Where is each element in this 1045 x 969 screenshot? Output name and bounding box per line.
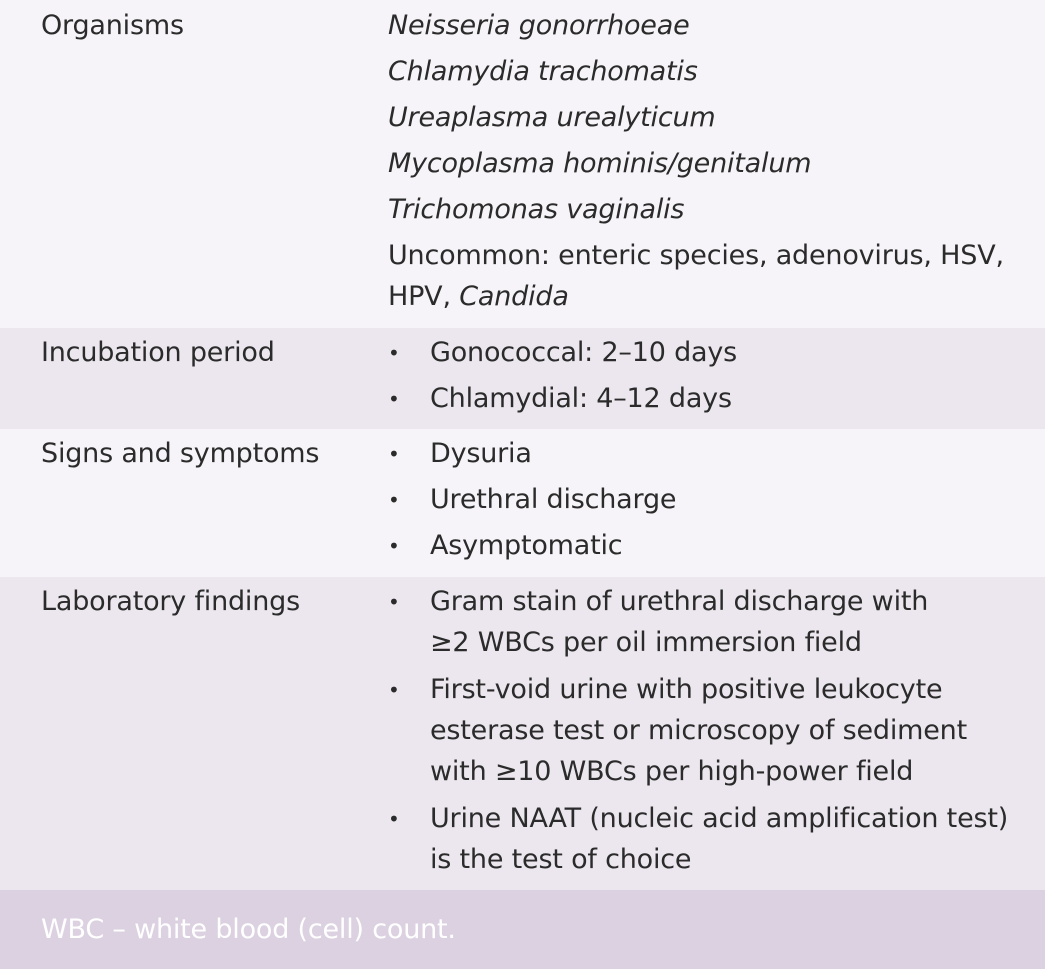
table-footnote-row <box>0 890 1045 969</box>
bullet-icon: • <box>388 341 400 365</box>
bullet-icon: • <box>388 488 400 512</box>
organism-item: Mycoplasma hominis/genitalum <box>388 148 812 179</box>
item-text: Gonococcal: 2–10 days <box>430 337 737 368</box>
item-text-line: Urine NAAT (nucleic acid amplification test) <box>430 803 1009 834</box>
row-label-lab: Laboratory findings <box>41 586 300 617</box>
organism-item: Neisseria gonorrhoeae <box>388 10 690 41</box>
item-text: Dysuria <box>430 438 532 469</box>
list-item <box>388 586 1018 674</box>
item-text-line: ≥2 WBCs per oil immersion field <box>430 627 862 658</box>
row-label-organisms: Organisms <box>41 10 184 41</box>
organisms-list <box>388 10 1018 313</box>
uncommon-candida: Candida <box>459 281 569 312</box>
list-item <box>388 337 1018 383</box>
organism-item: Trichomonas vaginalis <box>388 194 685 225</box>
row-label-signs: Signs and symptoms <box>41 438 320 469</box>
list-item <box>388 674 1018 803</box>
item-text-line: Gram stain of urethral discharge with <box>430 586 929 617</box>
lab-findings-row <box>0 577 1045 890</box>
signs-row <box>0 429 1045 577</box>
item-text-line: First-void urine with positive leukocyte <box>430 674 943 705</box>
bullet-icon: • <box>388 442 400 466</box>
list-item <box>388 438 1018 484</box>
row-label-incubation: Incubation period <box>41 337 275 368</box>
bullet-icon: • <box>388 807 400 831</box>
bullet-icon: • <box>388 534 400 558</box>
item-text-line: esterase test or microscopy of sediment <box>430 715 967 746</box>
organisms-row <box>0 0 1045 328</box>
list-item <box>388 530 1018 576</box>
incubation-list <box>388 337 1018 429</box>
uncommon-organisms-line1: Uncommon: enteric species, adenovirus, HSV, <box>388 240 1004 271</box>
item-text-line: with ≥10 WBCs per high-power field <box>430 756 914 787</box>
list-item <box>388 484 1018 530</box>
item-text: Asymptomatic <box>430 530 623 561</box>
uncommon-prefix: HPV, <box>388 281 460 312</box>
lab-findings-list <box>388 586 1018 891</box>
organism-item: Ureaplasma urealyticum <box>388 102 716 133</box>
item-text: Chlamydial: 4–12 days <box>430 383 732 414</box>
bullet-icon: • <box>388 590 400 614</box>
signs-list <box>388 438 1018 576</box>
organism-item: Chlamydia trachomatis <box>388 56 698 87</box>
footnote-text: WBC – white blood (cell) count. <box>41 914 456 945</box>
uncommon-organisms-line2 <box>388 281 1018 313</box>
list-item <box>388 383 1018 429</box>
item-text: Urethral discharge <box>430 484 677 515</box>
item-text-line: is the test of choice <box>430 844 692 875</box>
bullet-icon: • <box>388 387 400 411</box>
list-item <box>388 803 1018 891</box>
bullet-icon: • <box>388 678 400 702</box>
incubation-row <box>0 328 1045 429</box>
